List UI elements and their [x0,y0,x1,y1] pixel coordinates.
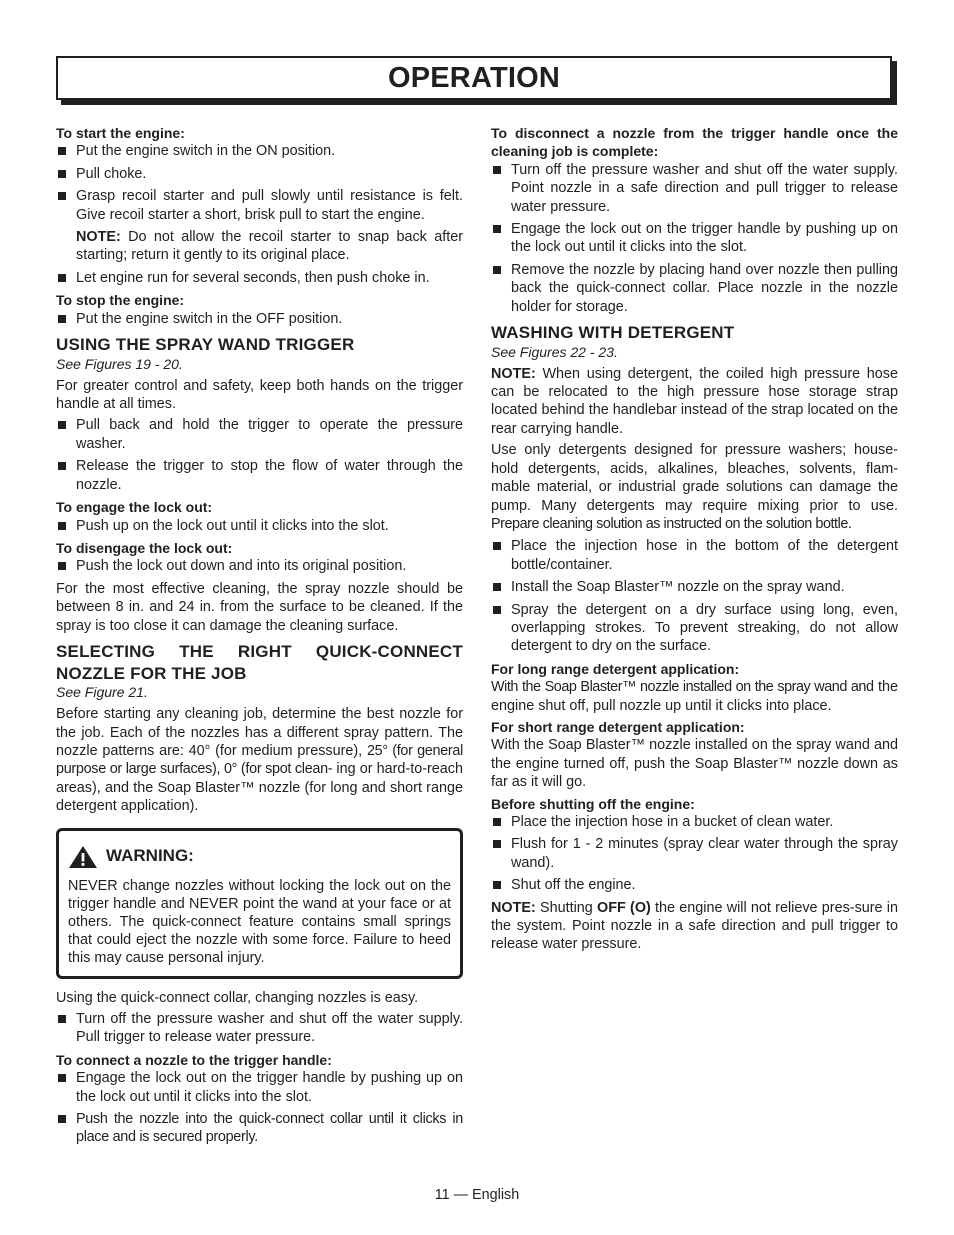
list-item [56,165,463,183]
bullet-icon [58,462,66,470]
washing-detergent-heading: WASHING WITH DETERGENT [491,323,735,343]
list-item-text: Pull choke. [76,165,147,182]
bullet-icon [58,315,66,323]
list-item-text: Place the injection hose in the bottom of the detergent bottle/container. [511,538,898,573]
list-item [56,1110,463,1147]
left-column [56,124,463,1151]
washing-detergent-note [491,365,898,439]
bullet-icon [493,840,501,848]
select-nozzle-text-c: ing or hard-to-reach areas), and the Soap Blaster™ nozzle (for long and short range detergent application). [56,761,464,815]
select-nozzle-text-b: 25° (for general purpose or large surfaces), 0° (for spot clean- [56,742,463,778]
bullet-icon [58,522,66,530]
bullet-icon [493,881,501,889]
list-item [56,310,463,328]
note-label: NOTE: [491,899,536,916]
list-item [56,142,463,160]
page-title: OPERATION [387,61,561,94]
bullet-icon [58,192,66,200]
short-range-title: For short range detergent application: [491,718,745,735]
washing-detergent-see-figures: See Figures 22 - 23. [491,343,618,360]
collar-paragraph: Using the quick-connect collar, changing nozzles is easy. [56,989,419,1006]
list-item [491,835,898,872]
note-bold-text: OFF (O) [597,899,651,916]
note-label: NOTE: [491,365,536,382]
collar-list [56,1010,463,1047]
bullet-icon [493,225,501,233]
bullet-icon [58,421,66,429]
spray-wand-paragraph: For greater control and safety, keep both hands on the trigger handle at all times. [56,377,463,413]
note-text: the engine will not relieve pres-sure in the system. Point nozzle in a safe direction and pull trigger to release water pressure. [491,899,898,953]
list-item [56,416,463,453]
list-item [56,517,463,535]
detergent-text-b: Prepare cleaning solution as instructed on the solution bottle. [491,515,852,532]
bullet-icon [58,274,66,282]
bullet-icon [58,170,66,178]
bullet-icon [493,583,501,591]
connect-nozzle-title: To connect a nozzle to the trigger handle: [56,1051,332,1068]
list-item [491,161,898,216]
list-item [56,269,463,287]
list-item-text: Place the injection hose in a bucket of clean water. [511,814,834,830]
spray-wand-heading: USING THE SPRAY WAND TRIGGER [56,335,355,355]
start-engine-last-list [56,269,463,287]
spray-wand-see-figures: See Figures 19 - 20. [56,355,183,372]
detergent-list [491,537,898,655]
list-item [491,537,898,574]
bullet-icon [58,147,66,155]
warning-header [68,845,451,869]
bullet-icon [58,1015,66,1023]
disengage-lockout-title: To disengage the lock out: [56,539,233,556]
list-item-text: Turn off the pressure washer and shut off the water supply. Pull trigger to release water pressure. [76,1010,463,1046]
short-range-paragraph: With the Soap Blaster™ nozzle installed on the spray wand and the engine turned off, push the Soap Blaster™ nozzle down as far as it will go. [491,737,898,791]
detergent-text-a: Use only detergents designed for pressure washers; house-hold detergents, acids, alkalines, bleaches, solvents, flam-mable material, or industrial grade solutions can damage the pump. Many detergents may require mixing prior to use. [491,442,898,514]
bullet-icon [58,1115,66,1123]
list-item [491,601,898,656]
right-column [491,124,898,957]
bullet-icon [493,166,501,174]
select-nozzle-paragraph [56,705,463,815]
list-item [56,1069,463,1106]
list-item [491,220,898,257]
list-item [56,557,463,575]
stop-engine-list [56,310,463,328]
list-item-text: Put the engine switch in the OFF position. [76,310,343,327]
list-item-text: Pull back and hold the trigger to operate the pressure washer. [76,417,463,452]
list-item-text: Flush for 1 - 2 minutes (spray clear water through the spray wand). [511,836,898,871]
select-nozzle-heading: SELECTING THE RIGHT QUICK-CONNECT NOZZLE FOR THE JOB [56,641,463,683]
header-box [56,56,892,100]
warning-box [56,828,463,979]
connect-nozzle-list [56,1069,463,1147]
bullet-icon [58,562,66,570]
bullet-icon [493,266,501,274]
start-engine-list [56,142,463,224]
warning-triangle-icon [68,845,98,869]
spray-wand-list [56,416,463,494]
select-nozzle-text-a: Before starting any cleaning job, determine the best nozzle for the job. Each of the nozzles has a different spray pattern. The nozzle patterns are: 40° (for medium pressure), [56,706,463,759]
long-range-text-b: the engine shut off, pull nozzle up until it clicks into place. [491,679,899,714]
list-item [491,876,898,894]
list-item-text: Push the nozzle into the quick-connect collar until it clicks in place and is secured properly. [76,1111,463,1146]
list-item [491,261,898,316]
note-label: NOTE: [76,229,121,246]
list-item-text: Push up on the lock out until it clicks into the slot. [76,517,389,534]
bullet-icon [493,818,501,826]
list-item-text: Spray the detergent on a dry surface using long, even, overlapping strokes. To prevent streaking, do not allow detergent to dry on the surface. [511,601,898,655]
start-engine-note [56,228,463,265]
list-item-text: Put the engine switch in the ON position. [76,143,336,160]
list-item-text: Push the lock out down and into its original position. [76,558,407,575]
engage-lockout-title: To engage the lock out: [56,499,213,516]
long-range-paragraph [491,678,898,715]
disconnect-nozzle-title: To disconnect a nozzle from the trigger handle once the cleaning job is complete: [491,125,898,160]
detergent-paragraph [491,441,898,533]
long-range-text-a: With the Soap Blaster™ nozzle installed on the spray wand and [491,679,874,696]
list-item-text: Turn off the pressure washer and shut off the water supply. Point nozzle in a safe direction and pull trigger to release water pressure. [511,161,898,215]
bullet-icon [493,542,501,550]
list-item [56,457,463,494]
page-footer: 11 — English [434,1187,520,1203]
start-engine-title: To start the engine: [56,125,185,141]
warning-label: WARNING: [106,846,194,866]
list-item [491,578,898,596]
warning-text: NEVER change nozzles without locking the lock out on the trigger handle and NEVER point the wand at your face or at others. The quick-connect feature contains small springs that could eject the nozzle with some force. Failure to heed this may cause personal injury. [68,877,451,967]
before-shutting-list [491,813,898,895]
long-range-title: For long range detergent application: [491,660,740,677]
disengage-lockout-list [56,557,463,575]
stop-engine-title: To stop the engine: [56,292,185,309]
list-item-text: Shut off the engine. [511,877,636,894]
engage-lockout-list [56,517,463,535]
note-text: Do not allow the recoil starter to snap back after starting; return it gently to its original place. [76,229,463,264]
bullet-icon [58,1074,66,1082]
list-item-text: Remove the nozzle by placing hand over nozzle then pulling back the quick-connect collar. Place nozzle in the nozzle holder for storage. [511,261,898,315]
effective-cleaning-paragraph: For the most effective cleaning, the spray nozzle should be between 8 in. and 24 in. from the surface to be cleaned. If the spray is too close it can damage the cleaning surface. [56,580,463,634]
list-item-text: Grasp recoil starter and pull slowly until resistance is felt. Give recoil starter a short, brisk pull to start the engine. [76,188,463,223]
before-shutting-title: Before shutting off the engine: [491,795,695,812]
note-text: Shutting [535,899,598,916]
section-header [56,56,898,106]
list-item [56,187,463,224]
list-item-text: Install the Soap Blaster™ nozzle on the spray wand. [511,579,845,596]
select-nozzle-see-figure: See Figure 21. [56,684,148,701]
list-item-text: Engage the lock out on the trigger handle by pushing up on the lock out until it clicks into the slot. [511,221,898,256]
list-item-text: Let engine run for several seconds, then push choke in. [76,269,430,286]
list-item [491,813,898,831]
disconnect-nozzle-list [491,161,898,316]
list-item-text: Engage the lock out on the trigger handle by pushing up on the lock out until it clicks into the slot. [76,1070,463,1105]
final-note [491,899,898,954]
note-text: When using detergent, the coiled high pressure hose can be relocated to the high pressure hose storage strap located behind the handlebar instead of the strap located on the rear carrying handle. [491,365,898,437]
bullet-icon [493,606,501,614]
list-item [56,1010,463,1047]
list-item-text: Release the trigger to stop the flow of water through the nozzle. [76,458,463,493]
